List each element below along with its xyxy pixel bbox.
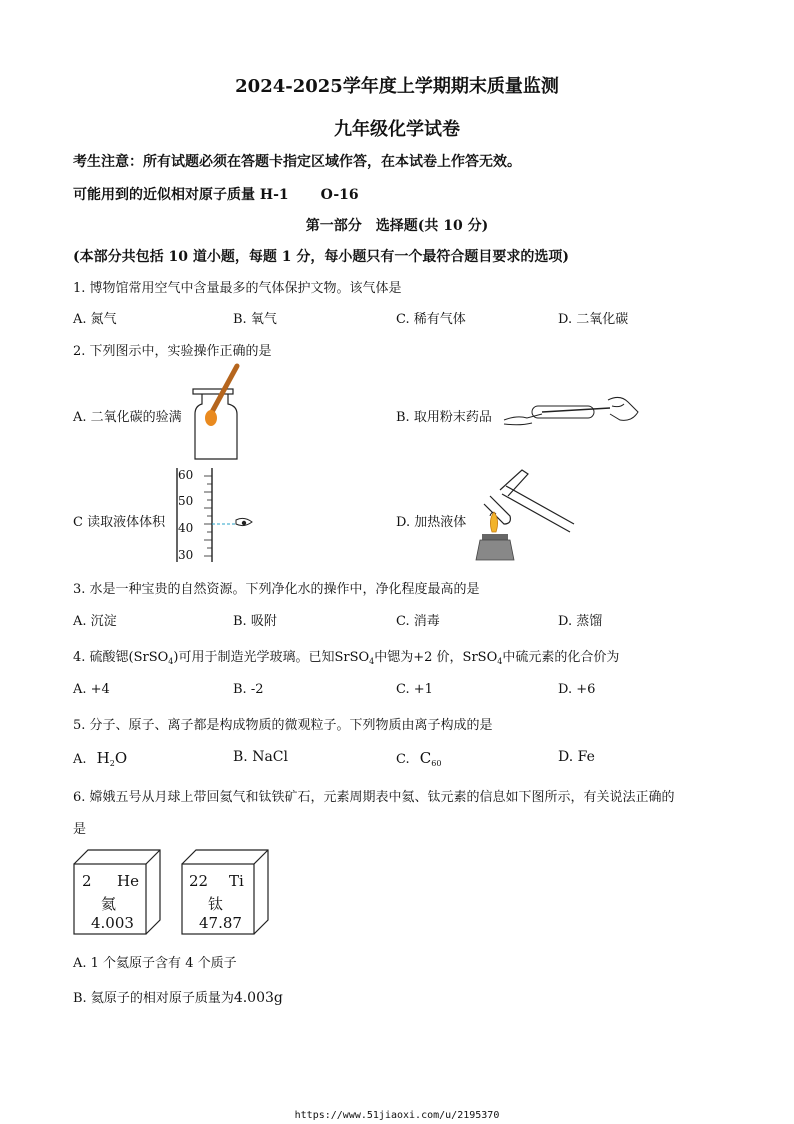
q4-stem-part-a: 4. 硫酸锶(	[73, 650, 134, 665]
q2-option-a: A. 二氧化碳的验满	[73, 410, 182, 425]
scale-label-50: 50	[178, 494, 194, 508]
q1-option-b: B. 氧气	[233, 312, 277, 327]
q4-stem-part-b: )可用于制造光学玻璃。已知	[173, 650, 335, 665]
footer-url: https://www.51jiaoxi.com/u/2195370	[294, 1110, 500, 1121]
q2-option-d: D. 加热液体	[396, 515, 467, 530]
he-name: 氦	[101, 895, 117, 913]
page-subtitle: 九年级化学试卷	[334, 119, 460, 140]
q5-option-c-sub: 60	[431, 759, 442, 768]
question-2-stem: 2. 下列图示中，实验操作正确的是	[73, 344, 272, 359]
ti-mass: 47.87	[199, 914, 242, 932]
q6-option-a: A. 1 个氦原子含有 4 个质子	[73, 956, 237, 971]
page-title: 2024-2025学年度上学期期末质量监测	[235, 76, 559, 97]
question-1-stem: 1. 博物馆常用空气中含量最多的气体保护文物。该气体是	[73, 281, 402, 296]
q3-option-a: A. 沉淀	[73, 614, 117, 629]
q3-option-b: B. 吸附	[233, 614, 277, 629]
heating-figure	[470, 466, 580, 566]
q5-option-a-label: A.	[73, 752, 87, 767]
q4-formula-1: SrSO	[133, 650, 169, 665]
q5-option-c-label: C.	[396, 752, 410, 767]
q5-option-a-sub: 2	[109, 759, 115, 768]
q2-option-c: C 读取液体体积	[73, 515, 166, 530]
q4-option-a: A. +4	[73, 682, 110, 697]
question-6-stem-line-1: 6. 嫦娥五号从月球上带回氦气和钛铁矿石，元素周期表中氦、钛元素的信息如下图所示，有关说法正确的	[73, 790, 675, 805]
scale-label-60: 60	[178, 468, 194, 482]
atomic-mass-h: 可能用到的近似相对原子质量 H-1	[73, 187, 289, 203]
he-symbol: He	[117, 872, 139, 890]
q4-option-b: B. -2	[233, 682, 264, 697]
question-5-stem: 5. 分子、原子、离子都是构成物质的微观粒子。下列物质由离子构成的是	[73, 718, 493, 733]
q4-formula-3: SrSO	[462, 650, 498, 665]
exam-notice: 考生注意：所有试题必须在答题卡指定区域作答，在本试卷上作答无效。	[73, 154, 521, 170]
q4-formula-1-sub: 4	[168, 657, 174, 666]
question-3-stem: 3. 水是一种宝贵的自然资源。下列净化水的操作中，净化程度最高的是	[73, 582, 480, 597]
q4-formula-3-sub: 4	[497, 657, 503, 666]
q5-option-c-formula: C	[419, 749, 432, 767]
co2-test-figure	[190, 362, 250, 464]
q5-option-b: B. NaCl	[233, 749, 288, 765]
q2-option-b: B. 取用粉末药品	[396, 410, 492, 425]
q5-option-a-formula: H	[96, 749, 110, 767]
q4-formula-2-sub: 4	[369, 657, 375, 666]
q6-option-b	[73, 987, 283, 1006]
powder-figure	[502, 390, 642, 430]
q1-option-a: A. 氮气	[73, 312, 117, 327]
q5-option-a	[73, 749, 127, 768]
atomic-mass-line	[73, 184, 359, 204]
q1-option-d: D. 二氧化碳	[558, 312, 629, 327]
q5-option-d: D. Fe	[558, 749, 595, 765]
q4-stem-part-c: 中锶为+2 价，	[374, 650, 463, 665]
he-atomic-number: 2	[82, 872, 92, 890]
q6-option-b-text: B. 氦原子的相对原子质量为	[73, 991, 234, 1006]
q5-option-a-tail: O	[114, 749, 128, 767]
scale-label-30: 30	[178, 548, 194, 562]
q4-option-c: C. +1	[396, 682, 433, 697]
section-heading: 第一部分 选择题(共 10 分)	[305, 218, 489, 234]
q3-option-c: C. 消毒	[396, 614, 440, 629]
ti-symbol: Ti	[229, 872, 244, 890]
scale-label-40: 40	[178, 521, 194, 535]
q4-stem-part-d: 中硫元素的化合价为	[502, 650, 620, 665]
q5-option-c	[396, 749, 441, 768]
ti-atomic-number: 22	[189, 872, 209, 890]
he-mass: 4.003	[91, 914, 134, 932]
atomic-mass-o: O-16	[320, 187, 359, 203]
question-6-stem-line-2: 是	[73, 822, 87, 837]
q4-option-d: D. +6	[558, 682, 596, 697]
section-note: (本部分共包括 10 道小题，每题 1 分，每小题只有一个最符合题目要求的选项)	[73, 249, 569, 265]
ti-name: 钛	[208, 895, 224, 913]
q4-formula-2: SrSO	[334, 650, 370, 665]
question-4-stem	[73, 646, 619, 666]
q6-option-b-value: 4.003g	[233, 990, 283, 1006]
q1-option-c: C. 稀有气体	[396, 312, 466, 327]
q3-option-d: D. 蒸馏	[558, 614, 603, 629]
